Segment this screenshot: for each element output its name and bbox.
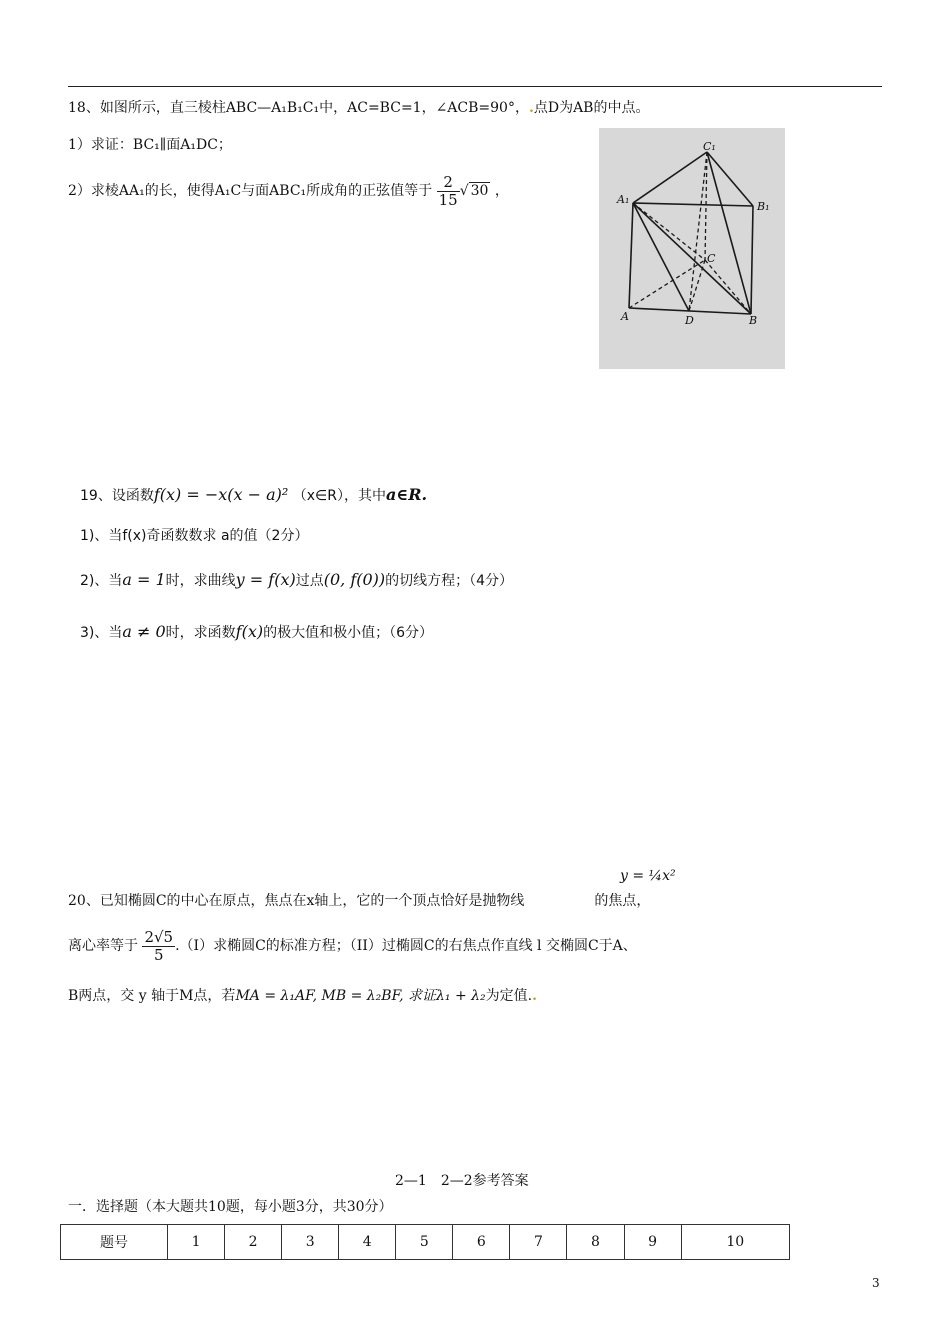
answers-section-heading: 一．选择题（本大题共10题，每小题3分，共30分） <box>68 1199 393 1215</box>
q19-stem: 19、设函数f(x) = −x(x − a)² （x∈R），其中a∈R. <box>80 485 428 504</box>
q20-line3: B两点，交 y 轴于M点，若MA = λ₁AF, MB = λ₂BF, 求证λ₁ + λ₂为定值.. <box>68 988 537 1004</box>
table-cell: 6 <box>453 1225 510 1260</box>
answers-table <box>60 1224 790 1260</box>
table-cell: 2 <box>225 1225 282 1260</box>
q18-fraction: $\frac{2}{15}$ <box>438 173 458 209</box>
q18-part2: 2）求棱AA₁的长，使得A₁C与面ABC₁所成角的正弦值等于 $\frac{2}{15}$ √ 30 ， <box>68 173 509 209</box>
q20-line1: 20、已知椭圆C的中心在原点，焦点在x轴上，它的一个顶点恰好是抛物线 的焦点， <box>68 893 651 909</box>
q20-eccentricity: $\frac{2√5}{5}$ <box>144 928 174 964</box>
label-b1: B₁ <box>757 200 770 213</box>
header-rule <box>68 86 882 87</box>
table-cell: 9 <box>624 1225 681 1260</box>
answers-title: 2—1 2—2参考答案 <box>395 1173 529 1189</box>
table-cell: 1 <box>168 1225 225 1260</box>
q19-part1: 1)、当f(x)奇函数数求 a的值（2分） <box>80 528 309 544</box>
label-c1: C₁ <box>703 140 716 153</box>
label-c: C <box>707 252 716 265</box>
table-cell: 3 <box>282 1225 339 1260</box>
table-row <box>61 1225 790 1260</box>
table-cell: 7 <box>510 1225 567 1260</box>
table-cell: 5 <box>396 1225 453 1260</box>
table-cell: 10 <box>681 1225 789 1260</box>
label-b: B <box>749 314 758 327</box>
table-cell: 8 <box>567 1225 624 1260</box>
q19-part2: 2)、当a = 1时，求曲线y = f(x)过点(0, f(0))的切线方程；（4分） <box>80 570 514 589</box>
label-d: D <box>685 314 694 327</box>
page-number: 3 <box>872 1276 880 1290</box>
q20-line2: 离心率等于 $\frac{2√5}{5}$ .（I）求椭圆C的标准方程；（II）过椭圆C的右焦点作直线 l 交椭圆C于A、 <box>68 928 637 964</box>
q18-stem: 18、如图所示，直三棱柱ABC—A₁B₁C₁中，AC=BC=1，∠ACB=90°，.点D为AB的中点。 <box>68 100 650 116</box>
table-cell: 题号 <box>61 1225 168 1260</box>
label-a1: A₁ <box>617 193 630 206</box>
q18-part1: 1）求证：BC₁∥面A₁DC； <box>68 137 232 153</box>
q20-parabola: y = ¼x² <box>620 868 676 884</box>
prism-figure <box>599 128 785 369</box>
label-a: A <box>621 310 629 323</box>
q19-part3: 3)、当a ≠ 0时，求函数f(x)的极大值和极小值；（6分） <box>80 622 434 641</box>
table-cell: 4 <box>339 1225 396 1260</box>
